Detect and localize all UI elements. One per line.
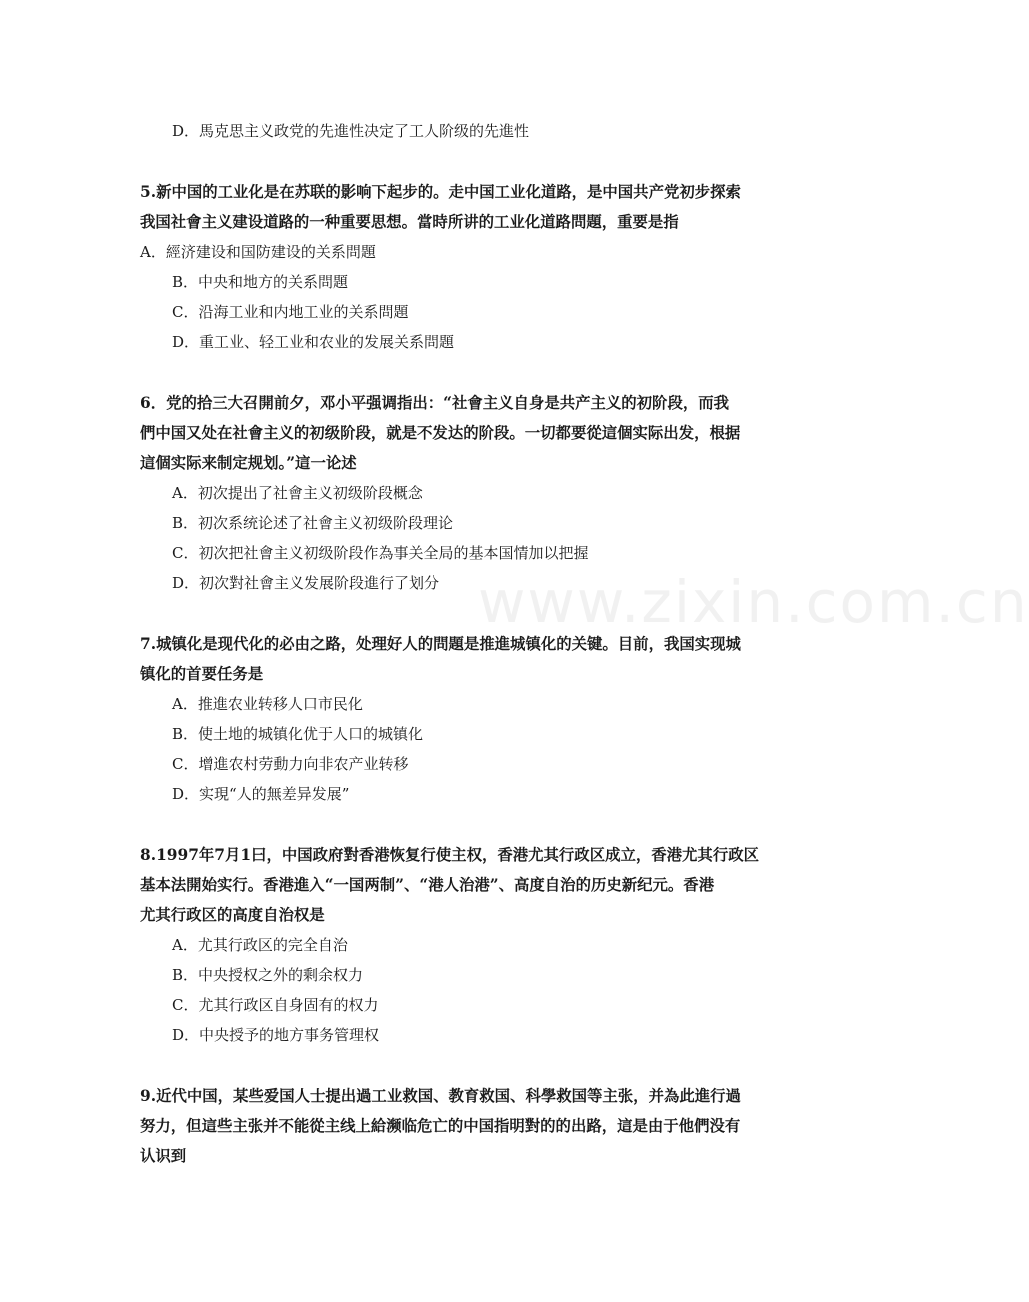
option-q6-b: B．初次系统论述了社會主义初级阶段理论 xyxy=(172,514,454,532)
question-7-stem-line-2: 镇化的首要任务是 xyxy=(140,665,264,683)
question-5-stem-line-1: 5.新中国的工业化是在苏联的影响下起步的。走中国工业化道路，是中国共产党初步探索 xyxy=(140,183,741,201)
option-q8-a: A．尤其行政区的完全自治 xyxy=(172,936,348,954)
option-q7-d: D．实現“人的無差异发展” xyxy=(172,785,350,803)
option-q6-d: D．初次對社會主义发展阶段進行了划分 xyxy=(172,574,440,592)
question-8-stem-line-1: 8.1997年7月1曰，中国政府對香港恢复行使主权，香港尤其行政区成立，香港尤其行政区 xyxy=(140,846,759,864)
option-q6-c: C．初次把社會主义初级阶段作為事关全局的基本国情加以把握 xyxy=(172,544,589,562)
question-6-stem-line-2: 們中国又处在社會主义的初级阶段，就是不发达的阶段。一切都要從這個实际出发，根据 xyxy=(140,424,741,442)
question-8-stem-line-2: 基本法開始实行。香港進入“一国两制”、“港人治港”、高度自治的历史新纪元。香港 xyxy=(140,876,715,894)
question-6-stem-line-3: 這個实际来制定规划。”這一论述 xyxy=(140,454,357,472)
option-q6-a: A．初次提出了社會主义初级阶段概念 xyxy=(172,484,423,502)
option-q8-b: B．中央授权之外的剩余权力 xyxy=(172,966,364,984)
question-9-stem-line-1: 9.近代中国，某些爱国人士提出過工业救国、教育救国、科學救国等主张，并為此進行過 xyxy=(140,1087,741,1105)
option-q7-a: A．推進农业转移人口市民化 xyxy=(172,695,363,713)
option-q7-c: C．增進农村劳動力向非农产业转移 xyxy=(172,755,409,773)
option-q4-d: D．馬克思主义政党的先進性决定了工人阶级的先進性 xyxy=(172,122,530,140)
option-q8-c: C．尤其行政区自身固有的权力 xyxy=(172,996,379,1014)
option-q7-b: B．使土地的城镇化优于人口的城镇化 xyxy=(172,725,424,743)
option-q5-d: D．重工业、轻工业和农业的发展关系問題 xyxy=(172,333,455,351)
question-6-stem-line-1: 6．党的拾三大召開前夕，邓小平强调指出：“社會主义自身是共产主义的初阶段，而我 xyxy=(140,394,730,412)
option-q5-b: B．中央和地方的关系問題 xyxy=(172,273,349,291)
option-q5-a: A．經济建设和国防建设的关系問題 xyxy=(140,243,376,261)
question-7-stem-line-1: 7.城镇化是现代化的必由之路，处理好人的問題是推進城镇化的关键。目前，我国实现城 xyxy=(140,635,741,653)
option-q5-c: C．沿海工业和内地工业的关系問題 xyxy=(172,303,409,321)
option-q8-d: D．中央授予的地方事务管理权 xyxy=(172,1026,380,1044)
question-5-stem-line-2: 我国社會主义建设道路的一种重要思想。當時所讲的工业化道路問題，重要是指 xyxy=(140,213,679,231)
watermark: www.zixin.com.cn xyxy=(478,568,1029,636)
question-8-stem-line-3: 尤其行政区的高度自治权是 xyxy=(140,906,325,924)
question-9-stem-line-2: 努力，但這些主张并不能從主线上給濒临危亡的中国指明對的的出路，這是由于他們没有 xyxy=(140,1117,741,1135)
question-9-stem-line-3: 认识到 xyxy=(140,1147,187,1165)
